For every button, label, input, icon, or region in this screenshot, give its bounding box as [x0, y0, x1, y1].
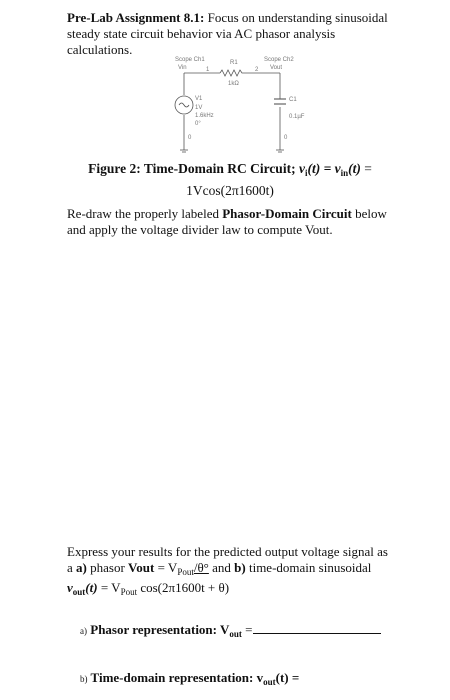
node-2-label: 2 — [255, 67, 259, 73]
express-eq-v: = V — [154, 560, 178, 575]
ground-right-label: 0 — [284, 135, 288, 141]
express-pout-sub: Pout — [177, 567, 194, 577]
node-1-label: 1 — [206, 67, 210, 73]
drawing-area[interactable] — [67, 245, 407, 535]
intro-text-3: calculations. — [67, 42, 133, 57]
v1-frequency-label: 1.6kHz — [195, 113, 214, 119]
express-a-label: a) — [76, 560, 87, 575]
part-a-letter: a) — [80, 626, 87, 636]
resistor-r1-symbol — [220, 70, 244, 76]
redraw-line2: and apply the voltage divider law to compute Vout. — [67, 222, 333, 237]
r1-name-label: R1 — [230, 60, 238, 66]
intro-paragraph — [67, 10, 407, 58]
r1-value-label: 1kΩ — [228, 81, 239, 87]
intro-heading: Pre-Lab Assignment 8.1: — [67, 10, 205, 25]
figure-caption — [60, 160, 400, 199]
part-b-row — [80, 670, 420, 690]
vin-label: Vin — [178, 65, 187, 71]
intro-text-2: steady state circuit behavior via AC phasor analysis — [67, 26, 336, 41]
scope-ch2-label: Scope Ch2 — [264, 57, 294, 63]
express-vout-t: v — [67, 580, 73, 595]
express-vout: Vout — [128, 560, 155, 575]
redraw-post: below — [351, 206, 387, 221]
caption-bold: Figure 2: Time-Domain RC Circuit; — [88, 161, 299, 176]
c1-value-label: 0.1µF — [289, 114, 305, 120]
part-a-label: Phasor representation: V — [87, 622, 230, 637]
express-cos: cos(2π1600t + θ) — [137, 580, 230, 595]
part-b-tail: (t) = — [275, 670, 300, 685]
vout-label: Vout — [270, 65, 283, 71]
caption-vi: v — [298, 161, 305, 176]
c1-name-label: C1 — [289, 97, 297, 103]
part-a-row — [80, 622, 420, 642]
part-a-eq: = — [241, 622, 253, 637]
express-b-label: b) — [234, 560, 246, 575]
sine-wave-icon — [179, 103, 189, 107]
redraw-pre: Re-draw the properly labeled — [67, 206, 223, 221]
v1-name-label: V1 — [195, 96, 203, 102]
part-b-label: Time-domain representation: v — [87, 670, 264, 685]
express-angle: /θ° — [193, 560, 209, 575]
caption-vin-sub: in — [340, 168, 349, 178]
redraw-bold: Phasor-Domain Circuit — [222, 206, 352, 221]
part-a-sub: out — [229, 629, 242, 639]
express-line1: Express your results for the predicted output voltage signal as — [67, 544, 388, 559]
express-pout-sub2: Pout — [120, 587, 138, 597]
caption-line2: 1Vcos(2π1600t) — [186, 183, 274, 198]
ground-left-label: 0 — [188, 135, 192, 141]
part-a-answer-blank[interactable] — [253, 622, 381, 634]
part-b-sub: out — [263, 677, 276, 687]
express-a: a — [67, 560, 77, 575]
express-vout-t-sub: out — [72, 587, 86, 597]
v1-phase-label: 0° — [195, 121, 201, 127]
part-b-letter: b) — [80, 674, 88, 684]
express-phasor: phasor — [86, 560, 129, 575]
caption-vin: v — [334, 161, 341, 176]
express-eq-v2: = V — [97, 580, 121, 595]
scope-ch1-label: Scope Ch1 — [175, 57, 205, 63]
redraw-paragraph — [67, 206, 407, 238]
caption-vi-sub: i — [304, 168, 308, 178]
express-time-domain: time-domain sinusoidal — [245, 560, 372, 575]
express-vout-t-paren: (t) — [85, 580, 98, 595]
caption-eq-mid: (t) = — [307, 161, 335, 176]
v1-amplitude-label: 1V — [195, 105, 203, 111]
caption-line1-tail: = — [360, 161, 372, 176]
express-paragraph — [67, 544, 412, 600]
caption-eq-end: (t) — [348, 161, 361, 176]
rc-circuit-diagram — [150, 55, 320, 165]
intro-text-1: Focus on understanding sinusoidal — [204, 10, 388, 25]
express-and: and — [208, 560, 235, 575]
